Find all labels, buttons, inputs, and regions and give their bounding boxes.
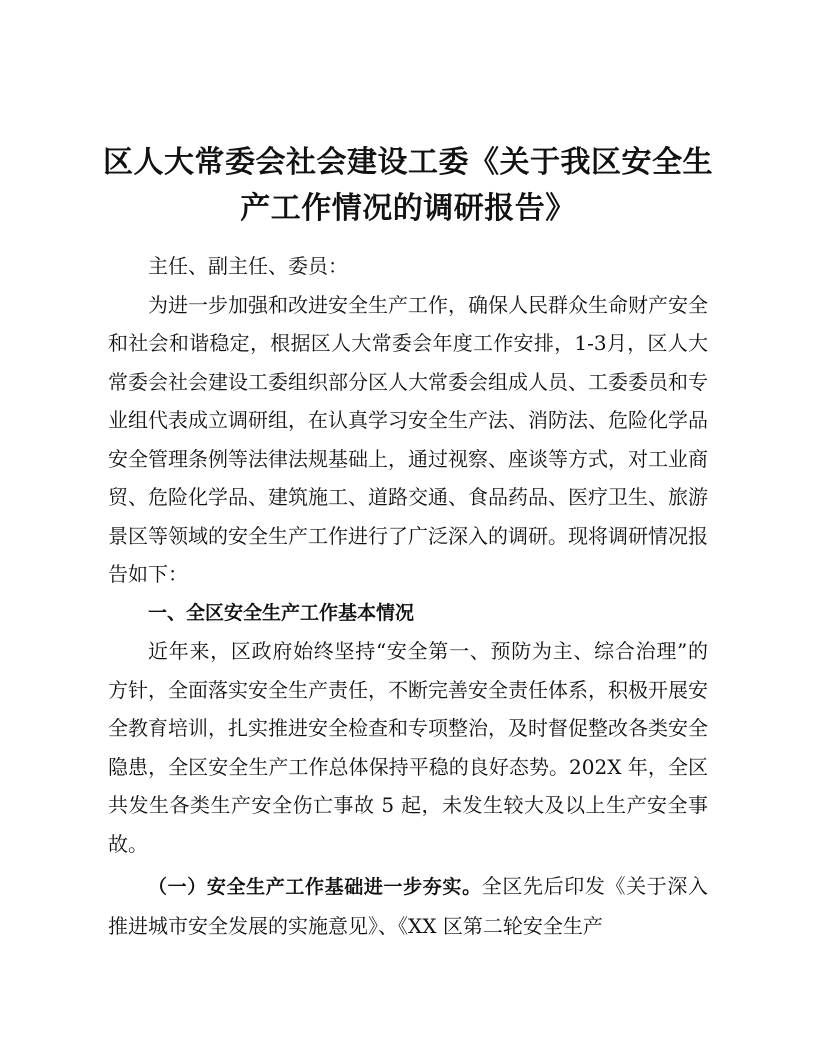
document-body — [108, 247, 708, 945]
intro-paragraph: 为进一步加强和改进安全生产工作，确保人民群众生命财产安全和社会和谐稳定，根据区人大常委会年度工作安排，1-3月，区人大常委会社会建设工委组织部分区人大常委会组成人员、工委委员和专业组代表成立调研组，在认真学习安全生产法、消防法、危险化学品安全管理条例等法律法规基础上，通过视察、座谈等方式，对工业商贸、危险化学品、建筑施工、道路交通、食品药品、医疗卫生、旅游景区等领域的安全生产工作进行了广泛深入的调研。现将调研情况报告如下： — [108, 292, 708, 586]
subsection-1-text: 全区先后印发《关于深入推进城市安全发展的实施意见》、《XX 区第二轮安全生产 — [108, 874, 708, 938]
title-line-2: 产工作情况的调研报告》 — [240, 191, 576, 226]
title-line-1: 区人大常委会社会建设工委《关于我区安全生 — [103, 145, 713, 180]
subsection-1-heading: （一）安全生产工作基础进一步夯实。 — [148, 876, 482, 898]
document-title — [100, 140, 716, 232]
section-1-paragraph: 近年来，区政府始终坚持“安全第一、预防为主、综合治理”的方针，全面落实安全生产责任，不断完善安全责任体系，积极开展安全教育培训，扎实推进安全检查和专项整治，及时督促整改各类安全隐患，全区安全生产工作总体保持平稳的良好态势。202X 年，全区共发生各类生产安全伤亡事故 5 起，未发生较大及以上生产安全事故。 — [108, 639, 708, 856]
salutation: 主任、副主任、委员： — [148, 254, 348, 278]
section-1-heading: 一、全区安全生产工作基本情况 — [148, 601, 415, 624]
subsection-1-paragraph — [108, 867, 708, 945]
